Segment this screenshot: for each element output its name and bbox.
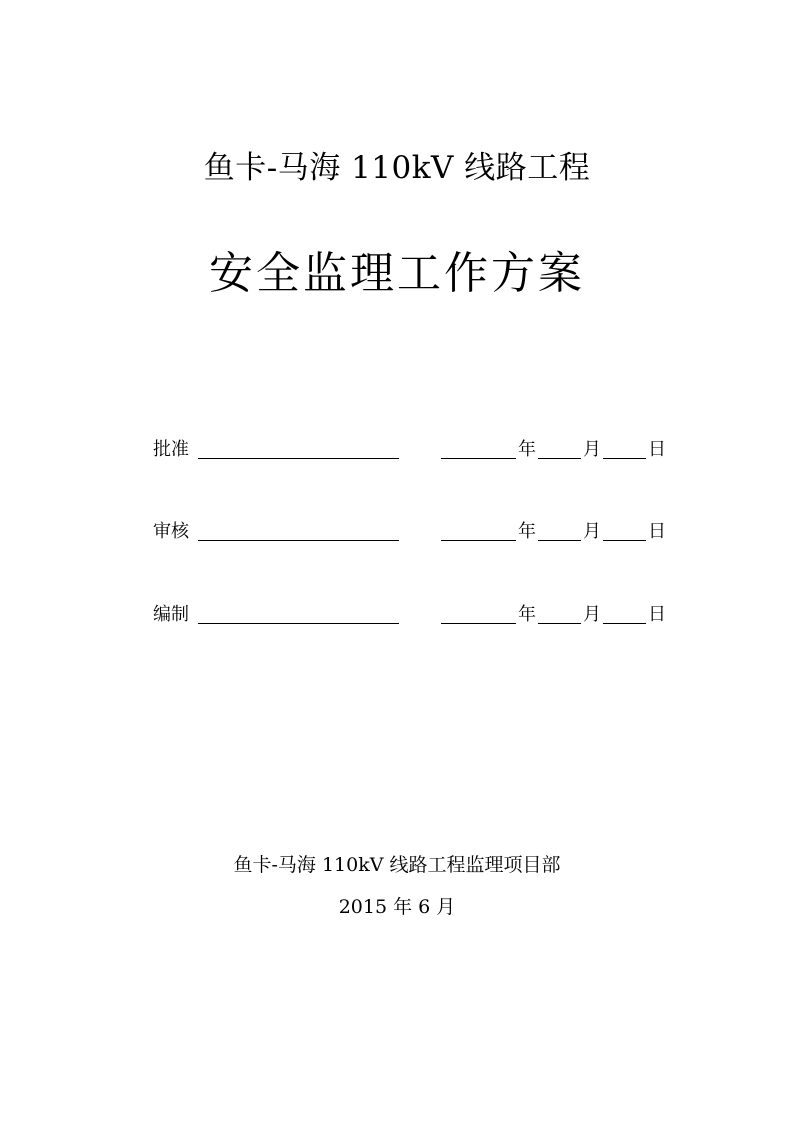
- document-title: 安全监理工作方案: [209, 248, 585, 299]
- compile-year-line: [441, 601, 516, 624]
- review-year-unit: 年: [518, 521, 536, 542]
- compile-name-line: [198, 601, 399, 624]
- compile-month-unit: 月: [583, 604, 601, 625]
- approve-month-line: [538, 436, 581, 459]
- compile-label: 编制: [153, 604, 189, 625]
- compile-month-line: [538, 601, 581, 624]
- compile-day-unit: 日: [648, 604, 666, 625]
- approve-day-unit: 日: [648, 439, 666, 460]
- approve-day-line: [603, 436, 646, 459]
- approve-label: 批准: [153, 439, 189, 460]
- review-day-unit: 日: [648, 521, 666, 542]
- review-year-line: [441, 518, 516, 541]
- review-label: 审核: [153, 521, 189, 542]
- footer-organization: 鱼卡-马海 110kV 线路工程监理项目部: [233, 854, 561, 876]
- project-title: 鱼卡-马海 110kV 线路工程: [203, 150, 591, 186]
- approve-year-line: [441, 436, 516, 459]
- footer-date: 2015 年 6 月: [338, 896, 456, 918]
- approve-name-line: [198, 436, 399, 459]
- review-month-unit: 月: [583, 521, 601, 542]
- approve-year-unit: 年: [518, 439, 536, 460]
- compile-signature-row: [153, 601, 673, 629]
- review-signature-row: [153, 518, 673, 546]
- compile-year-unit: 年: [518, 604, 536, 625]
- review-day-line: [603, 518, 646, 541]
- review-name-line: [198, 518, 399, 541]
- compile-day-line: [603, 601, 646, 624]
- review-month-line: [538, 518, 581, 541]
- approve-signature-row: [153, 436, 673, 464]
- approve-month-unit: 月: [583, 439, 601, 460]
